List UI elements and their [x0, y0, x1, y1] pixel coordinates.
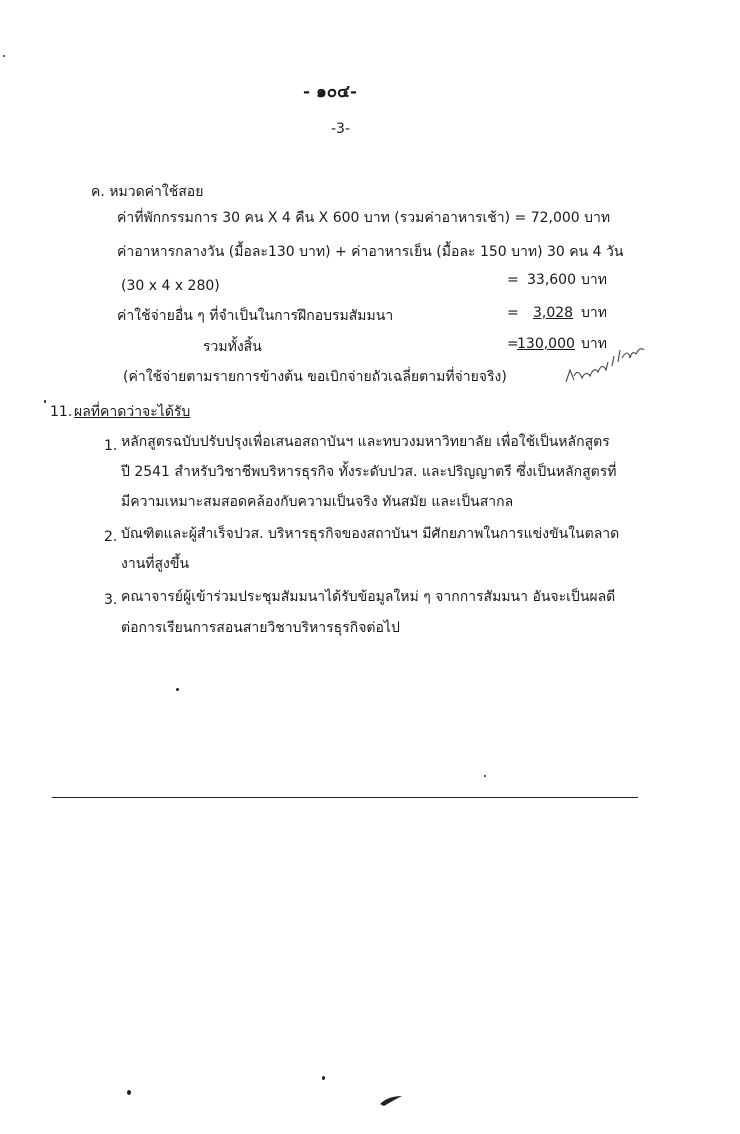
outcome-2-line-1: บัณฑิตและผู้สำเร็จปวส. บริหารธุรกิจของสถาบันฯ มีศักยภาพในการแข่งขันในตลาด [121, 526, 620, 542]
scan-speck [484, 775, 486, 777]
other-costs-label: ค่าใช้จ่ายอื่น ๆ ที่จำเป็นในการฝึกอบรมสัมมนา [117, 308, 394, 324]
handwritten-signature [560, 340, 650, 390]
handwritten-page-number: - ๑๐๔- [303, 82, 358, 102]
total-amount: 130,000 [517, 336, 575, 352]
meal-calc: (30 x 4 x 280) [121, 278, 220, 294]
other-costs-equals: = [507, 305, 519, 321]
meal-unit: บาท [581, 272, 607, 288]
other-costs-unit: บาท [581, 305, 607, 321]
section-11-title: ผลที่คาดว่าจะได้รับ [74, 404, 191, 420]
page-number: -3- [331, 121, 351, 137]
other-costs-amount: 3,028 [533, 305, 574, 321]
scan-speck [322, 1076, 325, 1080]
scan-speck [44, 400, 46, 403]
section-11-number: 11. [50, 404, 73, 420]
cost-note: (ค่าใช้จ่ายตามรายการข้างต้น ขอเบิกจ่ายถัวเฉลี่ยตามที่จ่ายจริง) [123, 369, 507, 385]
scan-speck [127, 1090, 131, 1095]
outcome-1-line-3: มีความเหมาะสมสอดคล้องกับความเป็นจริง ทันสมัย และเป็นสากล [121, 494, 514, 510]
cost-line-meals: ค่าอาหารกลางวัน (มื้อละ130 บาท) + ค่าอาหารเย็น (มื้อละ 150 บาท) 30 คน 4 วัน [117, 244, 624, 260]
outcome-1-number: 1. [104, 438, 118, 454]
scan-mark [378, 1092, 404, 1108]
outcome-3-line-1: คณาจารย์ผู้เข้าร่วมประชุมสัมมนาได้รับข้อมูลใหม่ ๆ จากการสัมมนา อันจะเป็นผลดี [121, 589, 616, 605]
section-c-title: ค. หมวดค่าใช้สอย [91, 184, 204, 200]
outcome-3-line-2: ต่อการเรียนการสอนสายวิชาบริหารธุรกิจต่อไป [121, 620, 400, 636]
total-equals: = [507, 336, 519, 352]
outcome-2-line-2: งานที่สูงขึ้น [121, 556, 190, 572]
scan-speck [176, 688, 179, 691]
outcome-1-line-2: ปี 2541 สำหรับวิชาชีพบริหารธุรกิจ ทั้งระดับปวส. และปริญญาตรี ซึ่งเป็นหลักสูตรที่ [121, 464, 617, 480]
outcome-2-number: 2. [104, 529, 118, 545]
outcome-3-number: 3. [104, 592, 118, 608]
cost-line-accommodation: ค่าที่พักกรรมการ 30 คน X 4 คืน X 600 บาท (รวมค่าอาหารเช้า) = 72,000 บาท [117, 210, 611, 226]
total-unit: บาท [581, 336, 607, 352]
scan-speck [3, 55, 5, 57]
total-label: รวมทั้งสิ้น [203, 339, 262, 355]
meal-amount: 33,600 [527, 272, 576, 288]
horizontal-rule [52, 797, 638, 798]
outcome-1-line-1: หลักสูตรฉบับปรับปรุงเพื่อเสนอสถาบันฯ และทบวงมหาวิทยาลัย เพื่อใช้เป็นหลักสูตร [121, 434, 610, 450]
meal-equals: = [507, 272, 519, 288]
